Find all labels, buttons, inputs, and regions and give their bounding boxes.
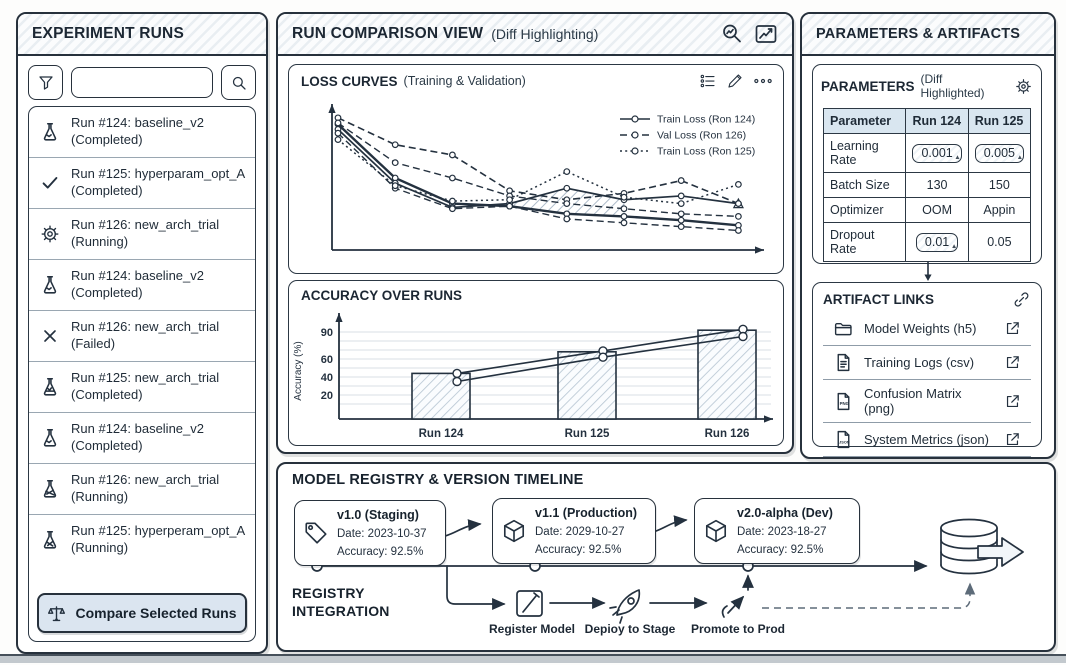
register-model-label[interactable]: Register Model [488, 622, 575, 636]
x-icon [38, 326, 62, 346]
run-row[interactable] [29, 413, 255, 464]
register-model-icon [517, 591, 542, 616]
run-label: Run #126: new_arch_trial (Failed) [71, 319, 220, 351]
run-label: Run #124: baseline_v2 (Completed) [71, 268, 204, 300]
accuracy-title: ACCURACY OVER RUNS [301, 288, 463, 303]
parameters-artifacts-header [802, 14, 1054, 56]
run-row[interactable] [29, 515, 255, 565]
compare-button-label: Compare Selected Runs [75, 605, 237, 621]
param-col-header: Parameter [824, 109, 906, 134]
table-row: Learning Rate 0.001 ▲ 0.005 ▲ [824, 134, 1031, 173]
rocket-icon [610, 590, 639, 623]
more-options-icon[interactable] [753, 74, 773, 88]
search-button[interactable] [221, 65, 256, 100]
svg-text:Train Loss (Ron 125): Train Loss (Ron 125) [657, 145, 756, 158]
table-row: Optimizer OOM Appin [824, 198, 1031, 223]
loss-curves-subtitle: (Training & Validation) [403, 74, 526, 88]
experiment-runs-header [18, 14, 266, 56]
loss-curves-chart [290, 92, 780, 268]
experiment-runs-title: EXPERIMENT RUNS [32, 25, 184, 42]
package-icon [501, 518, 527, 544]
loss-curves-title: LOSS CURVES [301, 73, 398, 89]
artifact-label: System Metrics (json) [864, 432, 989, 447]
svg-text:Run 124: Run 124 [418, 428, 464, 439]
svg-text:JSON: JSON [839, 440, 850, 445]
svg-text:Val Loss (Ron 126): Val Loss (Ron 126) [657, 129, 747, 142]
flask-icon [38, 478, 62, 500]
artifact-links-title: ARTIFACT LINKS [823, 292, 934, 307]
loss-curves-box [288, 64, 784, 274]
experiment-runs-panel [16, 12, 268, 654]
run-comparison-panel [276, 12, 794, 454]
promote-to-prod-label[interactable]: Promote to Prod [690, 622, 785, 636]
check-icon [38, 172, 62, 194]
search-icon [230, 74, 248, 92]
svg-text:Run 125: Run 125 [564, 428, 610, 439]
external-link-icon[interactable] [1004, 354, 1021, 371]
external-link-icon[interactable] [1004, 393, 1021, 410]
diff-chip: 0.01 ▲ [916, 233, 958, 252]
run-row[interactable] [29, 362, 255, 413]
pencil-icon[interactable] [726, 72, 744, 90]
zoom-chart-icon[interactable] [720, 22, 744, 46]
run-row[interactable] [29, 311, 255, 362]
parameters-artifacts-title: PARAMETERS & ARTIFACTS [816, 26, 1021, 42]
external-link-icon[interactable] [1004, 320, 1021, 337]
artifact-link[interactable] [823, 312, 1031, 346]
run-row[interactable] [29, 464, 255, 515]
run-comparison-title: RUN COMPARISON VIEW [292, 25, 484, 42]
artifact-label: Training Logs (csv) [864, 355, 975, 370]
svg-text:90: 90 [320, 327, 333, 339]
parameters-table [823, 108, 1031, 262]
svg-text:60: 60 [320, 354, 333, 366]
flask-icon [38, 376, 62, 398]
deploy-to-stage-label[interactable]: Depioy to Stage [584, 622, 676, 636]
registry-title: MODEL REGISTRY & VERSION TIMELINE [292, 472, 584, 488]
run-label: Run #125: hyperperam_opt_A (Running) [71, 523, 246, 555]
file-text-icon [833, 352, 854, 373]
svg-text:40: 40 [320, 372, 333, 384]
version-card-v1-1[interactable]: v1.1 (Production) Date: 2029-10-27 Accuracy: 92.5% [492, 498, 656, 564]
run-row[interactable] [29, 158, 255, 209]
table-row: Dropout Rate 0.01 ▲ 0.05 [824, 223, 1031, 262]
runs-toolbar [18, 56, 266, 108]
compare-selected-runs-button[interactable] [37, 593, 247, 633]
run124-col-header: Run 124 [906, 109, 968, 134]
svg-text:20: 20 [320, 390, 333, 402]
run-label: Run #125: hyperparam_opt_A (Completed) [71, 166, 246, 198]
svg-text:Accuracy (%): Accuracy (%) [293, 341, 304, 401]
run-comparison-subtitle: (Diff Highlighting) [491, 26, 599, 42]
package-icon [703, 518, 729, 544]
flask-icon [38, 529, 62, 551]
run-label: Run #124: baseline_v2 (Completed) [71, 421, 204, 453]
tag-icon [303, 520, 329, 546]
parameters-artifacts-panel [800, 12, 1056, 459]
filter-button[interactable] [28, 65, 63, 100]
registry-integration-label: REGISTRY INTEGRATION [292, 585, 390, 620]
artifact-link[interactable] [823, 346, 1031, 380]
artifact-label: Model Weights (h5) [864, 321, 977, 336]
file-json-icon [833, 429, 854, 450]
run-comparison-header [278, 14, 792, 56]
list-icon[interactable] [699, 72, 717, 90]
run-label: Run #125: new_arch_trial (Completed) [71, 370, 220, 402]
diff-chip: 0.005 ▲ [975, 144, 1024, 163]
file-png-icon [833, 391, 854, 412]
bottom-edge-bar [0, 654, 1066, 663]
parameters-subtitle: (Diff Highlighted) [920, 72, 985, 100]
artifact-label: Confusion Matrix (png) [864, 386, 962, 416]
folder-icon [833, 318, 854, 339]
gear-icon [38, 223, 62, 245]
flask-icon [38, 274, 62, 296]
run-row[interactable] [29, 209, 255, 260]
promote-icon [723, 597, 743, 617]
table-row: Batch Size 130 150 [824, 173, 1031, 198]
svg-text:PNG: PNG [839, 400, 850, 406]
search-input[interactable] [71, 67, 213, 98]
model-registry-panel [276, 462, 1056, 652]
artifact-links-box [812, 282, 1042, 447]
run-list [28, 106, 256, 642]
run-row[interactable] [29, 107, 255, 158]
accuracy-chart [289, 303, 779, 439]
flask-icon [38, 427, 62, 449]
filter-icon [37, 74, 55, 92]
version-card-v2-0[interactable]: v2.0-alpha (Dev) Date: 2023-18-27 Accuracy: 92.5% [694, 498, 860, 564]
svg-text:Run 126: Run 126 [704, 428, 750, 439]
link-chain-icon[interactable] [1012, 290, 1031, 309]
artifact-link[interactable] [823, 423, 1031, 457]
parameters-title: PARAMETERS [821, 78, 915, 94]
trend-chart-icon[interactable] [754, 22, 778, 46]
run125-col-header: Run 125 [968, 109, 1030, 134]
svg-text:Train Loss (Ron 124): Train Loss (Ron 124) [657, 113, 756, 126]
flask-icon [38, 121, 62, 143]
run-row[interactable] [29, 260, 255, 311]
accuracy-box [288, 280, 784, 446]
version-card-v1-0[interactable]: v1.0 (Staging) Date: 2023-10-37 Accuracy: 92.5% [294, 500, 446, 566]
external-link-icon[interactable] [1004, 431, 1021, 448]
artifact-link[interactable] [823, 380, 1031, 423]
diff-chip: 0.001 ▲ [912, 144, 961, 163]
run-label: Run #124: baseline_v2 (Completed) [71, 115, 204, 147]
parameters-box [812, 64, 1042, 264]
gear-icon[interactable] [1014, 77, 1033, 96]
run-label: Run #126: new_arch_trial (Running) [71, 472, 220, 504]
balance-icon [47, 605, 66, 622]
run-label: Run #126: new_arch_trial (Running) [71, 217, 220, 249]
database-icon [941, 520, 1023, 574]
